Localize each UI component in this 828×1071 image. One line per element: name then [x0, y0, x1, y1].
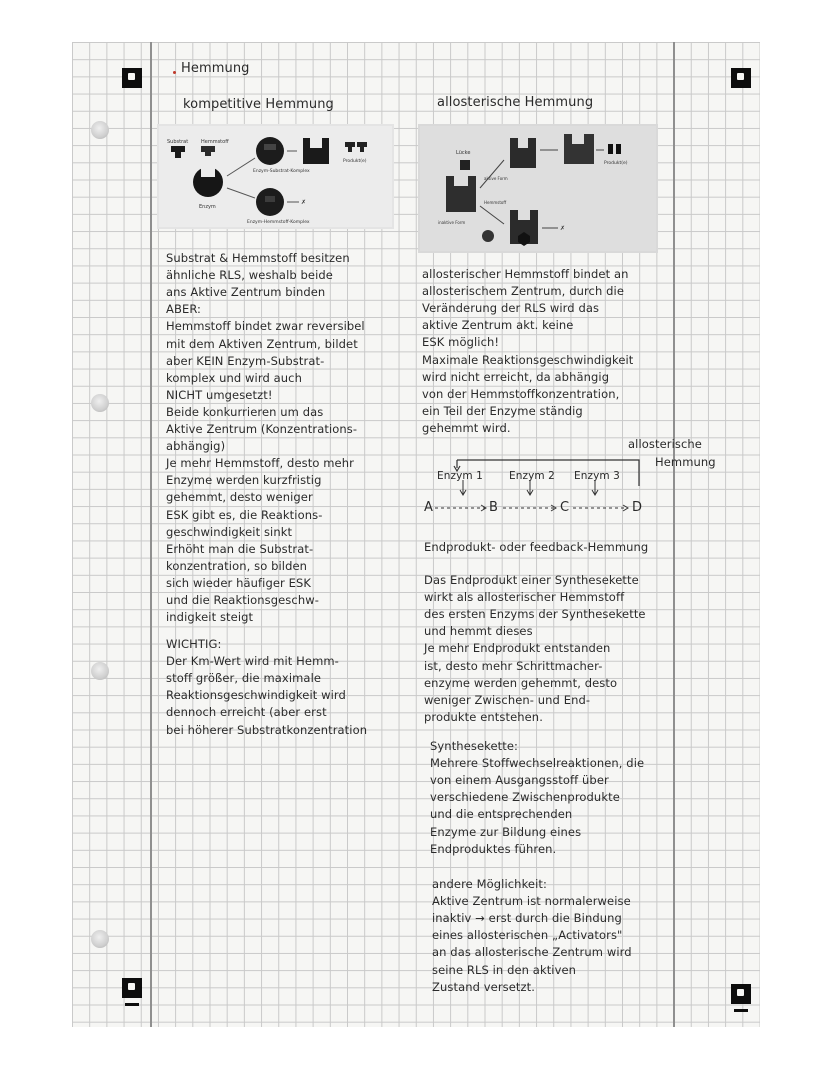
handwritten-line: NICHT umgesetzt! — [166, 387, 273, 402]
heading-bullet — [173, 71, 176, 74]
allosteric-inhibition-figure — [418, 124, 658, 253]
corner-marker-bottom-right — [731, 984, 751, 1004]
handwritten-line: ans Aktive Zentrum binden — [166, 285, 326, 300]
right-column-title: allosterische Hemmung — [437, 95, 594, 110]
handwritten-line: ABER: — [166, 302, 202, 317]
handwritten-line: wird nicht erreicht, da abhängig — [422, 369, 610, 384]
handwritten-line: Je mehr Hemmstoff, desto mehr — [166, 456, 354, 471]
handwritten-line: ist, desto mehr Schrittmacher- — [424, 658, 603, 673]
punch-hole — [91, 662, 109, 680]
handwritten-line: seine RLS in den aktiven — [432, 962, 577, 977]
handwritten-line: Reaktionsgeschwindigkeit wird — [166, 688, 346, 703]
handwritten-line: allosterischem Zentrum, durch die — [422, 284, 624, 299]
corner-marker-bar — [125, 1003, 139, 1006]
handwritten-line: inaktiv → erst durch die Bindung — [432, 911, 622, 926]
fig-label-inaktive-form: inaktive Form — [438, 220, 466, 225]
fig-label-substrat: Substrat — [167, 139, 189, 145]
punch-hole — [91, 121, 109, 139]
handwritten-line: und hemmt dieses — [424, 624, 533, 639]
handwritten-line: Enzyme werden kurzfristig — [166, 473, 322, 488]
diagram-enzyme-1: Enzym 1 — [437, 470, 483, 482]
fig-label-aktive-form: aktive Form — [484, 176, 508, 181]
handwritten-line: weniger Zwischen- und End- — [424, 692, 591, 707]
handwritten-line: gehemmt, desto weniger — [166, 490, 313, 505]
fig-label-ehk: Enzym-Hemmstoff-Komplex — [247, 220, 310, 225]
handwritten-line: Endproduktes führen. — [430, 841, 557, 856]
fig-label-enzym: Enzym — [199, 204, 216, 210]
competitive-inhibition-figure — [157, 124, 394, 229]
handwritten-line: Aktive Zentrum ist normalerweise — [432, 894, 631, 909]
fig-label-produkte-right: Produkt(e) — [604, 161, 628, 166]
handwritten-line: und die entsprechenden — [430, 807, 573, 822]
handwritten-line: abhängig) — [166, 439, 226, 454]
corner-marker-bottom-left — [122, 978, 142, 998]
diagram-label-hemmung: Hemmung — [655, 455, 716, 469]
corner-marker-top-right — [731, 68, 751, 88]
handwritten-line: Maximale Reaktionsgeschwindigkeit — [422, 352, 634, 367]
handwritten-line: stoff größer, die maximale — [166, 671, 322, 686]
diagram-enzyme-3: Enzym 3 — [574, 470, 620, 482]
handwritten-line: Erhöht man die Substrat- — [166, 541, 314, 556]
punch-hole — [91, 930, 109, 948]
handwritten-line: aktive Zentrum akt. keine — [422, 318, 574, 333]
handwritten-line: allosterischer Hemmstoff bindet an — [422, 267, 629, 281]
fig-label-hemmstoff-right: Hemmstoff — [484, 200, 507, 205]
handwritten-line: von der Hemmstoffkonzentration, — [422, 386, 620, 401]
handwritten-line: enzyme werden gehemmt, desto — [424, 675, 618, 690]
handwritten-line: ESK möglich! — [422, 335, 500, 350]
handwritten-line: ESK gibt es, die Reaktions- — [166, 507, 323, 522]
diagram-node-b: B — [489, 500, 499, 515]
handwritten-line: Substrat & Hemmstoff besitzen — [166, 251, 350, 265]
diagram-node-c: C — [560, 500, 570, 515]
handwritten-line: Je mehr Endprodukt entstanden — [424, 641, 611, 656]
diagram-enzyme-2: Enzym 2 — [509, 470, 555, 482]
handwritten-line: Beide konkurrieren um das — [166, 404, 324, 419]
handwritten-line: Veränderung der RLS wird das — [422, 301, 600, 316]
handwritten-line: eines allosterischen „Activators" — [432, 928, 623, 943]
handwritten-line: mit dem Aktiven Zentrum, bildet — [166, 336, 358, 351]
right-margin-line — [673, 42, 675, 1027]
fig-label-hemmstoff: Hemmstoff — [201, 139, 229, 145]
handwritten-line: von einem Ausgangsstoff über — [430, 773, 609, 788]
handwritten-line: Hemmstoff bindet zwar reversibel — [166, 319, 365, 334]
fig-label-esk: Enzym-Substrat-Komplex — [253, 169, 310, 174]
handwritten-line: wirkt als allosterischer Hemmstoff — [424, 590, 625, 605]
handwritten-line: geschwindigkeit sinkt — [166, 524, 293, 539]
enzyme-chain-diagram — [415, 448, 655, 523]
handwritten-line: indigkeit steigt — [166, 610, 254, 625]
handwritten-line: sich wieder häufiger ESK — [166, 575, 312, 590]
corner-marker-top-left — [122, 68, 142, 88]
corner-marker-bar — [734, 1009, 748, 1012]
feedback-title: Endprodukt- oder feedback-Hemmung — [424, 540, 649, 554]
left-column-title: kompetitive Hemmung — [183, 97, 334, 112]
fig-label-luecke: Lücke — [456, 150, 471, 156]
handwritten-line: Das Endprodukt einer Synthesekette — [424, 573, 639, 587]
diagram-label-allosterische: allosterische — [628, 437, 702, 451]
handwritten-line: aber KEIN Enzym-Substrat- — [166, 353, 325, 368]
handwritten-line: WICHTIG: — [166, 637, 222, 651]
page-heading: Hemmung — [181, 61, 250, 76]
fig-label-produkte: Produkt(e) — [343, 159, 367, 164]
svg-text:✗: ✗ — [301, 199, 307, 206]
handwritten-line: andere Möglichkeit: — [432, 877, 547, 891]
handwritten-line: Aktive Zentrum (Konzentrations- — [166, 422, 358, 436]
handwritten-line: gehemmt wird. — [422, 420, 511, 435]
svg-text:✗: ✗ — [560, 225, 566, 232]
handwritten-line: bei höherer Substratkonzentration — [166, 722, 368, 737]
diagram-node-a: A — [424, 500, 433, 515]
handwritten-line: dennoch erreicht (aber erst — [166, 705, 327, 720]
handwritten-line: ähnliche RLS, weshalb beide — [166, 268, 333, 283]
handwritten-line: konzentration, so bilden — [166, 558, 308, 573]
handwritten-line: komplex und wird auch — [166, 370, 302, 385]
handwritten-line: des ersten Enzyms der Synthesekette — [424, 607, 646, 622]
handwritten-line: Zustand versetzt. — [432, 979, 536, 994]
handwritten-line: produkte entstehen. — [424, 709, 543, 724]
handwritten-line: Synthesekette: — [430, 739, 519, 753]
handwritten-line: und die Reaktionsgeschw- — [166, 593, 319, 607]
punch-hole — [91, 394, 109, 412]
diagram-node-d: D — [632, 500, 643, 515]
handwritten-line: ein Teil der Enzyme ständig — [422, 403, 583, 418]
handwritten-line: Mehrere Stoffwechselreaktionen, die — [430, 756, 645, 771]
handwritten-line: Enzyme zur Bildung eines — [430, 824, 582, 839]
left-margin-line — [150, 42, 152, 1027]
handwritten-line: verschiedene Zwischenprodukte — [430, 790, 620, 805]
handwritten-line: Der Km-Wert wird mit Hemm- — [166, 654, 339, 669]
handwritten-line: an das allosterische Zentrum wird — [432, 945, 632, 960]
